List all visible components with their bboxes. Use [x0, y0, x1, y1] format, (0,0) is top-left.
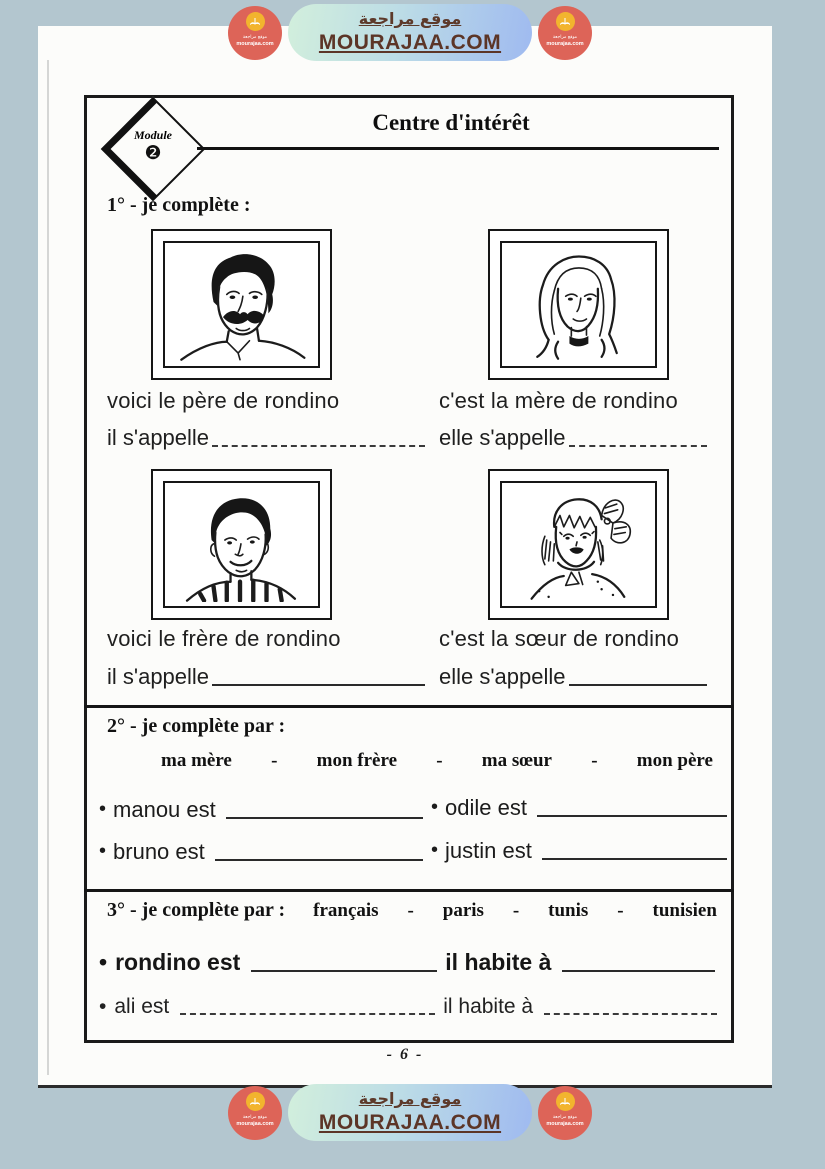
logo-url-text: mourajaa.com	[236, 1121, 274, 1127]
answer-blank	[251, 970, 437, 972]
portrait-inner-frame	[500, 481, 657, 608]
answer-blank	[226, 817, 423, 819]
answer-blank	[180, 1013, 435, 1015]
logo-arabic-text: موقع مراجعة	[552, 35, 578, 40]
portrait-frame-brother	[151, 469, 332, 620]
fill-item-label: manou est	[113, 797, 216, 822]
top-banner	[228, 4, 592, 61]
dash-separator: -	[271, 750, 278, 771]
answer-blank	[542, 858, 727, 860]
name-blank	[212, 684, 425, 686]
word-bank-item: français	[313, 900, 379, 921]
fill-item-ali	[99, 995, 717, 1019]
logo-arabic-text: موقع مراجعة	[242, 1115, 268, 1120]
dash-separator: -	[512, 900, 520, 921]
bullet-icon: •	[99, 995, 107, 1018]
arabic-title-link[interactable]: موقع مراجعة	[358, 9, 462, 28]
bullet-icon: •	[431, 839, 439, 861]
fill-item-label: odile est	[445, 795, 527, 820]
section2-heading: 2° - je complète par :	[107, 715, 286, 737]
dash-separator: -	[407, 900, 414, 921]
section-divider	[84, 705, 734, 708]
fill-item-label: justin est	[445, 838, 532, 863]
section2-word-bank	[161, 750, 713, 772]
prompt-label: elle s'appelle	[439, 425, 566, 450]
logo-arabic-text: موقع مراجعة	[552, 1115, 578, 1120]
section3-heading: 3° - je complète par :	[107, 899, 286, 921]
fill-item-justin	[431, 838, 727, 864]
mother-portrait	[507, 247, 651, 363]
word-bank-item: ma mère	[161, 750, 232, 771]
banner-pill	[288, 1084, 532, 1141]
mourajaa-logo[interactable]	[228, 6, 282, 60]
name-blank	[569, 684, 707, 686]
name-blank	[212, 445, 425, 447]
answer-blank	[562, 970, 715, 972]
portrait-inner-frame	[500, 241, 657, 368]
mourajaa-logo[interactable]	[228, 1086, 282, 1140]
module-number: ❷	[144, 143, 162, 164]
fill-item-label: ali est	[114, 995, 170, 1018]
portrait-frame-sister	[488, 469, 669, 620]
book-icon	[246, 12, 265, 31]
card-prompt	[439, 425, 707, 451]
fill-item-label: bruno est	[113, 839, 205, 864]
word-bank-item: tunis	[548, 900, 589, 921]
card-caption: c'est la mère de rondino	[439, 388, 678, 413]
fill-item-manou	[99, 797, 423, 823]
arabic-title-link[interactable]: موقع مراجعة	[358, 1089, 462, 1108]
fill-item-odile	[431, 795, 727, 821]
title-underline	[197, 147, 719, 150]
mourajaa-logo[interactable]	[538, 6, 592, 60]
answer-blank	[215, 859, 423, 861]
answer-blank	[544, 1013, 717, 1015]
portrait-inner-frame	[163, 481, 320, 608]
brother-portrait	[170, 487, 314, 603]
section3-heading-row	[107, 899, 717, 922]
book-icon	[556, 1092, 575, 1111]
book-icon	[556, 12, 575, 31]
fill-item-label: il habite à	[445, 949, 552, 975]
dash-separator: -	[617, 900, 624, 921]
fill-item-label: il habite à	[443, 995, 534, 1018]
bullet-icon: •	[99, 840, 107, 862]
worksheet-frame	[84, 95, 734, 1043]
section1-heading: 1° - je complète :	[107, 194, 251, 216]
logo-url-text: mourajaa.com	[546, 41, 584, 47]
logo-url-text: mourajaa.com	[546, 1121, 584, 1127]
card-prompt	[107, 425, 425, 451]
name-blank	[569, 445, 707, 447]
dash-separator: -	[591, 750, 598, 771]
word-bank-item: mon frère	[316, 750, 398, 771]
module-label: Module	[133, 128, 172, 142]
card-caption: c'est la sœur de rondino	[439, 626, 680, 651]
bullet-icon: •	[99, 949, 108, 975]
logo-arabic-text: موقع مراجعة	[242, 35, 268, 40]
prompt-label: il s'appelle	[107, 664, 210, 689]
card-prompt	[107, 664, 425, 690]
bullet-icon: •	[99, 798, 107, 820]
father-portrait	[170, 247, 314, 363]
logo-url-text: mourajaa.com	[236, 41, 274, 47]
book-icon	[246, 1092, 265, 1111]
banner-pill	[288, 4, 532, 61]
site-url-link[interactable]: MOURAJAA.COM	[318, 31, 502, 54]
word-bank-item: mon père	[636, 750, 713, 771]
fill-item-label: rondino est	[115, 949, 241, 975]
fill-item-bruno	[99, 839, 423, 865]
card-caption: voici le père de rondino	[107, 388, 340, 413]
card-caption: voici le frère de rondino	[107, 626, 341, 651]
bullet-icon: •	[431, 796, 439, 818]
dash-separator: -	[436, 750, 443, 771]
portrait-inner-frame	[163, 241, 320, 368]
section3-word-bank	[313, 900, 717, 922]
word-bank-item: paris	[442, 900, 484, 921]
card-prompt	[439, 664, 707, 690]
bottom-banner	[228, 1084, 592, 1141]
page-title: Centre d'intérêt	[372, 110, 530, 135]
word-bank-item: ma sœur	[481, 750, 552, 771]
page-number: - 6 -	[386, 1046, 424, 1063]
section-divider	[84, 889, 734, 892]
portrait-frame-father	[151, 229, 332, 380]
word-bank-item: tunisien	[652, 900, 717, 921]
fill-item-rondino	[99, 949, 715, 976]
sister-portrait	[507, 487, 651, 603]
prompt-label: elle s'appelle	[439, 664, 566, 689]
site-url-link[interactable]: MOURAJAA.COM	[318, 1111, 502, 1134]
answer-blank	[537, 815, 727, 817]
portrait-frame-mother	[488, 229, 669, 380]
mourajaa-logo[interactable]	[538, 1086, 592, 1140]
prompt-label: il s'appelle	[107, 425, 210, 450]
